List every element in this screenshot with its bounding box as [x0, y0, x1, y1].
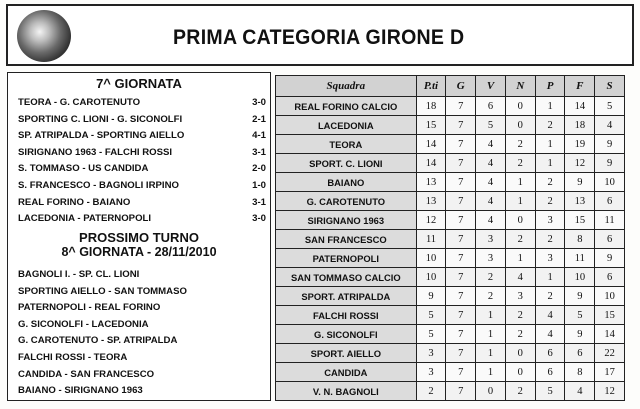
table-row — [276, 287, 625, 306]
stat-cell: 7 — [446, 306, 476, 325]
fixture-row — [18, 383, 266, 400]
stat-cell: 5 — [565, 306, 595, 325]
result-row — [18, 112, 266, 129]
result-score: 3-1 — [252, 146, 266, 158]
table-row — [276, 230, 625, 249]
stat-cell: 18 — [565, 116, 595, 135]
table-row — [276, 249, 625, 268]
stat-cell: 7 — [446, 192, 476, 211]
result-match: S. TOMMASO - US CANDIDA — [18, 163, 149, 175]
stat-cell: 7 — [446, 325, 476, 344]
stat-cell: 18 — [416, 97, 446, 116]
column-header: Squadra — [276, 76, 417, 97]
stat-cell: 3 — [476, 230, 506, 249]
fixture-match: G. CAROTENUTO - SP. ATRIPALDA — [18, 335, 178, 347]
stat-cell: 3 — [416, 363, 446, 382]
fixture-row — [18, 284, 266, 301]
stat-cell: 3 — [416, 344, 446, 363]
stat-cell: 12 — [416, 211, 446, 230]
team-name-cell: SPORT. AIELLO — [276, 344, 417, 363]
result-score: 1-0 — [252, 179, 266, 191]
stat-cell: 2 — [416, 382, 446, 401]
fixture-row — [18, 333, 266, 350]
stat-cell: 0 — [505, 363, 535, 382]
stat-cell: 7 — [446, 382, 476, 401]
result-score: 3-0 — [252, 97, 266, 108]
header-banner — [6, 4, 634, 66]
stat-cell: 12 — [595, 382, 625, 401]
fixture-row — [18, 367, 266, 384]
table-row — [276, 97, 625, 116]
stat-cell: 7 — [446, 344, 476, 363]
stat-cell: 2 — [535, 230, 565, 249]
fixture-match: G. SICONOLFI - LACEDONIA — [18, 318, 149, 330]
column-header: V — [476, 76, 506, 97]
standings-table — [275, 75, 625, 401]
fixture-match: BAIANO - SIRIGNANO 1963 — [18, 385, 143, 397]
column-header: G — [446, 76, 476, 97]
stat-cell: 15 — [416, 116, 446, 135]
stat-cell: 9 — [416, 287, 446, 306]
fixture-row — [18, 267, 266, 284]
team-name-cell: REAL FORINO CALCIO — [276, 97, 417, 116]
stat-cell: 5 — [535, 382, 565, 401]
stat-cell: 1 — [535, 97, 565, 116]
result-match: SIRIGNANO 1963 - FALCHI ROSSI — [18, 146, 173, 158]
stat-cell: 13 — [416, 192, 446, 211]
stat-cell: 13 — [416, 173, 446, 192]
result-row — [18, 195, 266, 212]
team-name-cell: G. CAROTENUTO — [276, 192, 417, 211]
stat-cell: 6 — [595, 192, 625, 211]
stat-cell: 2 — [505, 306, 535, 325]
stat-cell: 11 — [565, 249, 595, 268]
stat-cell: 19 — [565, 135, 595, 154]
result-match: TEORA - G. CAROTENUTO — [18, 97, 141, 108]
stat-cell: 10 — [416, 268, 446, 287]
stat-cell: 2 — [505, 382, 535, 401]
stat-cell: 1 — [535, 268, 565, 287]
stat-cell: 22 — [595, 344, 625, 363]
stat-cell: 14 — [565, 97, 595, 116]
table-row — [276, 268, 625, 287]
result-match: SPORTING C. LIONI - G. SICONOLFI — [18, 113, 183, 125]
stat-cell: 2 — [476, 268, 506, 287]
result-score: 3-0 — [252, 213, 266, 225]
result-score: 3-1 — [252, 196, 266, 208]
logo-emblem — [17, 10, 71, 62]
table-row — [276, 325, 625, 344]
column-header: S — [595, 76, 625, 97]
stat-cell: 10 — [595, 173, 625, 192]
table-row — [276, 192, 625, 211]
team-name-cell: G. SICONOLFI — [276, 325, 417, 344]
table-row — [276, 363, 625, 382]
team-name-cell: TEORA — [276, 135, 417, 154]
table-row — [276, 154, 625, 173]
stat-cell: 4 — [565, 382, 595, 401]
stat-cell: 1 — [476, 344, 506, 363]
fixture-match: SPORTING AIELLO - SAN TOMMASO — [18, 285, 187, 297]
table-row — [276, 135, 625, 154]
team-name-cell: SPORT. ATRIPALDA — [276, 287, 417, 306]
team-name-cell: V. N. BAGNOLI — [276, 382, 417, 401]
stat-cell: 4 — [476, 211, 506, 230]
results-heading: 7^ GIORNATA — [96, 76, 182, 91]
stat-cell: 2 — [535, 173, 565, 192]
team-name-cell: SIRIGNANO 1963 — [276, 211, 417, 230]
stat-cell: 6 — [476, 97, 506, 116]
column-header: N — [505, 76, 535, 97]
stat-cell: 4 — [535, 325, 565, 344]
stat-cell: 9 — [595, 154, 625, 173]
stat-cell: 0 — [505, 116, 535, 135]
stat-cell: 1 — [505, 192, 535, 211]
fixture-row — [18, 350, 266, 367]
stat-cell: 12 — [565, 154, 595, 173]
stat-cell: 14 — [595, 325, 625, 344]
table-row — [276, 344, 625, 363]
stat-cell: 14 — [416, 135, 446, 154]
team-name-cell: SAN TOMMASO CALCIO — [276, 268, 417, 287]
result-row — [18, 95, 266, 112]
stat-cell: 3 — [505, 287, 535, 306]
stat-cell: 1 — [535, 154, 565, 173]
team-name-cell: PATERNOPOLI — [276, 249, 417, 268]
fixture-row — [18, 317, 266, 334]
column-header: F — [565, 76, 595, 97]
table-row — [276, 173, 625, 192]
standings-body — [276, 97, 625, 401]
fixture-match: CANDIDA - SAN FRANCESCO — [18, 368, 155, 380]
stat-cell: 2 — [505, 325, 535, 344]
result-row — [18, 128, 266, 145]
stat-cell: 5 — [416, 325, 446, 344]
stat-cell: 4 — [595, 116, 625, 135]
stat-cell: 0 — [505, 211, 535, 230]
stat-cell: 10 — [565, 268, 595, 287]
stat-cell: 1 — [476, 363, 506, 382]
fixture-match: BAGNOLI I. - SP. CL. LIONI — [18, 269, 140, 280]
stat-cell: 6 — [565, 344, 595, 363]
column-header: P.ti — [416, 76, 446, 97]
stat-cell: 7 — [446, 97, 476, 116]
stat-cell: 8 — [565, 230, 595, 249]
stat-cell: 7 — [446, 135, 476, 154]
stat-cell: 6 — [535, 344, 565, 363]
stat-cell: 2 — [535, 192, 565, 211]
result-row — [18, 178, 266, 195]
stat-cell: 7 — [446, 249, 476, 268]
stat-cell: 0 — [505, 344, 535, 363]
stat-cell: 7 — [446, 211, 476, 230]
stat-cell: 11 — [595, 211, 625, 230]
stat-cell: 15 — [595, 306, 625, 325]
stat-cell: 7 — [446, 363, 476, 382]
stat-cell: 14 — [416, 154, 446, 173]
stat-cell: 2 — [505, 230, 535, 249]
team-name-cell: LACEDONIA — [276, 116, 417, 135]
stat-cell: 5 — [476, 116, 506, 135]
stat-cell: 4 — [476, 192, 506, 211]
result-match: SP. ATRIPALDA - SPORTING AIELLO — [18, 130, 185, 142]
team-name-cell: FALCHI ROSSI — [276, 306, 417, 325]
table-row — [276, 306, 625, 325]
stat-cell: 7 — [446, 230, 476, 249]
stat-cell: 6 — [595, 268, 625, 287]
stat-cell: 9 — [565, 173, 595, 192]
stat-cell: 4 — [535, 306, 565, 325]
standings-panel — [275, 75, 625, 401]
fixtures-list — [18, 267, 266, 400]
stat-cell: 7 — [446, 268, 476, 287]
stat-cell: 1 — [505, 249, 535, 268]
next-round-subheading: 8^ GIORNATA - 28/11/2010 — [61, 245, 217, 259]
stat-cell: 9 — [595, 135, 625, 154]
stat-cell: 7 — [446, 173, 476, 192]
stat-cell: 9 — [565, 325, 595, 344]
stat-cell: 3 — [535, 249, 565, 268]
stat-cell: 10 — [416, 249, 446, 268]
team-name-cell: BAIANO — [276, 173, 417, 192]
stat-cell: 7 — [446, 287, 476, 306]
stat-cell: 4 — [476, 173, 506, 192]
result-row — [18, 211, 266, 228]
table-row — [276, 211, 625, 230]
table-row — [276, 116, 625, 135]
stat-cell: 11 — [416, 230, 446, 249]
stat-cell: 2 — [505, 154, 535, 173]
stat-cell: 2 — [505, 135, 535, 154]
stat-cell: 2 — [535, 287, 565, 306]
stat-cell: 1 — [476, 306, 506, 325]
stat-cell: 7 — [446, 116, 476, 135]
result-match: LACEDONIA - PATERNOPOLI — [18, 213, 152, 225]
stat-cell: 1 — [476, 325, 506, 344]
result-row — [18, 161, 266, 178]
stat-cell: 1 — [535, 135, 565, 154]
stat-cell: 0 — [476, 382, 506, 401]
next-round-heading: PROSSIMO TURNO — [79, 230, 199, 245]
stat-cell: 6 — [535, 363, 565, 382]
stat-cell: 3 — [476, 249, 506, 268]
page-title: PRIMA CATEGORIA GIRONE D — [173, 26, 465, 49]
stat-cell: 9 — [565, 287, 595, 306]
stat-cell: 3 — [535, 211, 565, 230]
stat-cell: 4 — [476, 154, 506, 173]
column-header: P — [535, 76, 565, 97]
results-list — [18, 95, 266, 228]
team-name-cell: SAN FRANCESCO — [276, 230, 417, 249]
stat-cell: 10 — [595, 287, 625, 306]
stat-cell: 1 — [505, 173, 535, 192]
stat-cell: 15 — [565, 211, 595, 230]
stat-cell: 4 — [505, 268, 535, 287]
results-panel — [7, 72, 271, 401]
table-row — [276, 382, 625, 401]
result-score: 2-1 — [252, 113, 266, 125]
result-score: 2-0 — [252, 163, 266, 175]
stat-cell: 2 — [535, 116, 565, 135]
result-match: S. FRANCESCO - BAGNOLI IRPINO — [18, 179, 179, 191]
fixture-match: PATERNOPOLI - REAL FORINO — [18, 302, 161, 314]
fixture-row — [18, 300, 266, 317]
stat-cell: 7 — [446, 154, 476, 173]
stat-cell: 17 — [595, 363, 625, 382]
result-score: 4-1 — [252, 130, 266, 142]
stat-cell: 4 — [476, 135, 506, 154]
stat-cell: 6 — [595, 230, 625, 249]
stat-cell: 13 — [565, 192, 595, 211]
result-match: REAL FORINO - BAIANO — [18, 196, 131, 208]
team-name-cell: SPORT. C. LIONI — [276, 154, 417, 173]
stat-cell: 5 — [595, 97, 625, 116]
fixture-match: FALCHI ROSSI - TEORA — [18, 351, 128, 363]
stat-cell: 0 — [505, 97, 535, 116]
team-name-cell: CANDIDA — [276, 363, 417, 382]
stat-cell: 9 — [595, 249, 625, 268]
result-row — [18, 145, 266, 162]
stat-cell: 2 — [476, 287, 506, 306]
standings-header-row — [276, 76, 625, 97]
stat-cell: 8 — [565, 363, 595, 382]
stat-cell: 5 — [416, 306, 446, 325]
